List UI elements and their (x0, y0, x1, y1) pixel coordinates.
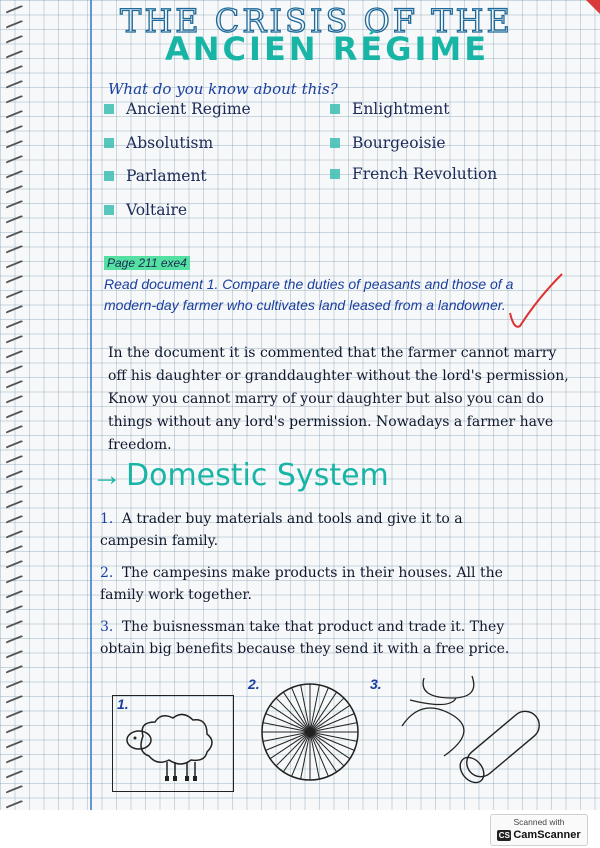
spiral-ring (6, 455, 25, 467)
term-label: Enlightment (352, 100, 450, 118)
spiral-ring (6, 485, 25, 497)
spiral-ring (6, 5, 25, 17)
spiral-ring (6, 80, 25, 92)
figure-label: 3. (370, 676, 382, 692)
spiral-ring (6, 320, 25, 332)
figure-label: 2. (248, 676, 260, 692)
spiral-ring (6, 140, 25, 152)
exercise-answer: In the document it is commented that the farmer cannot marry off his daughter or granddaughter without the lord's permission, Know you cannot marry of your daughter but also you can do things without any lord's permission. Nowadays a farmer have freedom. (108, 345, 569, 453)
spiral-ring (6, 800, 25, 812)
spiral-ring (6, 215, 25, 227)
sheep-icon (113, 696, 233, 791)
term-label: Absolutism (126, 134, 214, 152)
square-bullet-icon (104, 171, 114, 181)
page-title-line1: THE CRISIS OF THE (120, 2, 513, 40)
spiral-ring (6, 725, 25, 737)
section-heading (92, 458, 389, 493)
spiral-ring (6, 590, 25, 602)
spiral-ring (6, 350, 25, 362)
section-title: Domestic System (126, 458, 389, 493)
spiral-binding (0, 0, 30, 810)
spiral-ring (6, 20, 25, 32)
arrow-right-icon: → (92, 458, 122, 492)
scanner-brand (491, 828, 587, 843)
spiral-ring (6, 755, 25, 767)
term-item (104, 100, 251, 118)
spiral-ring (6, 575, 25, 587)
spiral-ring (6, 770, 25, 782)
camscanner-logo-icon: CS (498, 830, 510, 840)
checkmark-icon (500, 268, 570, 338)
page-title-line2: ANCIEN RÉGIME (165, 30, 490, 68)
term-item (330, 100, 449, 118)
spiral-ring (6, 65, 25, 77)
exercise-prompt: Read document 1. Compare the duties of peasants and those of a modern-day farmer who cultivates land leased from a landowner. (104, 276, 514, 313)
spiral-ring (6, 95, 25, 107)
spiral-ring (6, 545, 25, 557)
spiral-ring (6, 410, 25, 422)
term-label: French Revolution (352, 165, 498, 183)
spiral-ring (6, 740, 25, 752)
list-item (100, 508, 530, 552)
spiral-ring (6, 620, 25, 632)
list-item (100, 616, 530, 660)
spiral-ring (6, 530, 25, 542)
spiral-ring (6, 395, 25, 407)
scanner-brand-name: CamScanner (513, 829, 581, 841)
spiral-ring (6, 200, 25, 212)
spiral-ring (6, 440, 25, 452)
term-label: Ancient Regime (126, 100, 251, 118)
square-bullet-icon (104, 205, 114, 215)
corner-mark (586, 0, 600, 14)
spiral-ring (6, 155, 25, 167)
term-item (330, 134, 446, 152)
spiral-ring (6, 230, 25, 242)
spiral-ring (6, 500, 25, 512)
spiral-ring (6, 635, 25, 647)
step-number: 1. (100, 511, 114, 527)
term-label: Bourgeoisie (352, 134, 446, 152)
spiral-ring (6, 605, 25, 617)
spinning-wheel-icon (258, 680, 362, 784)
term-item (104, 201, 187, 219)
spiral-ring (6, 275, 25, 287)
spiral-ring (6, 710, 25, 722)
spiral-ring (6, 365, 25, 377)
spiral-ring (6, 665, 25, 677)
thread-spool-icon (390, 670, 550, 800)
spiral-ring (6, 680, 25, 692)
square-bullet-icon (330, 169, 340, 179)
spiral-ring (6, 110, 25, 122)
spiral-ring (6, 125, 25, 137)
spiral-ring (6, 380, 25, 392)
spiral-ring (6, 425, 25, 437)
spiral-ring (6, 170, 25, 182)
step-text: A trader buy materials and tools and give it to a campesin family. (100, 511, 463, 549)
spiral-ring (6, 785, 25, 797)
square-bullet-icon (104, 104, 114, 114)
spiral-ring (6, 695, 25, 707)
spiral-ring (6, 290, 25, 302)
square-bullet-icon (330, 104, 340, 114)
figure-label: 1. (117, 696, 129, 712)
term-label: Voltaire (126, 201, 188, 219)
square-bullet-icon (330, 138, 340, 148)
question-heading: What do you know about this? (108, 80, 338, 98)
term-label: Parlament (126, 167, 207, 185)
step-number: 2. (100, 565, 114, 581)
step-text: The buisnessman take that product and trade it. They obtain big benefits because they send it with a free price. (100, 619, 510, 657)
square-bullet-icon (104, 138, 114, 148)
spiral-ring (6, 515, 25, 527)
spiral-ring (6, 305, 25, 317)
step-text: The campesins make products in their houses. All the family work together. (100, 565, 503, 603)
spiral-ring (6, 185, 25, 197)
spiral-ring (6, 50, 25, 62)
spiral-ring (6, 260, 25, 272)
page-reference: Page 211 exe4 (104, 256, 190, 270)
spiral-ring (6, 560, 25, 572)
term-item (330, 165, 497, 183)
scanner-caption: Scanned with (513, 817, 565, 827)
term-item (104, 167, 207, 185)
sheep-drawing (112, 695, 234, 792)
term-item (104, 134, 213, 152)
step-number: 3. (100, 619, 114, 635)
spiral-ring (6, 245, 25, 257)
margin-line (90, 0, 92, 810)
camscanner-watermark (490, 814, 588, 846)
spiral-ring (6, 335, 25, 347)
spiral-ring (6, 470, 25, 482)
list-item (100, 562, 530, 606)
spiral-ring (6, 35, 25, 47)
spiral-ring (6, 650, 25, 662)
